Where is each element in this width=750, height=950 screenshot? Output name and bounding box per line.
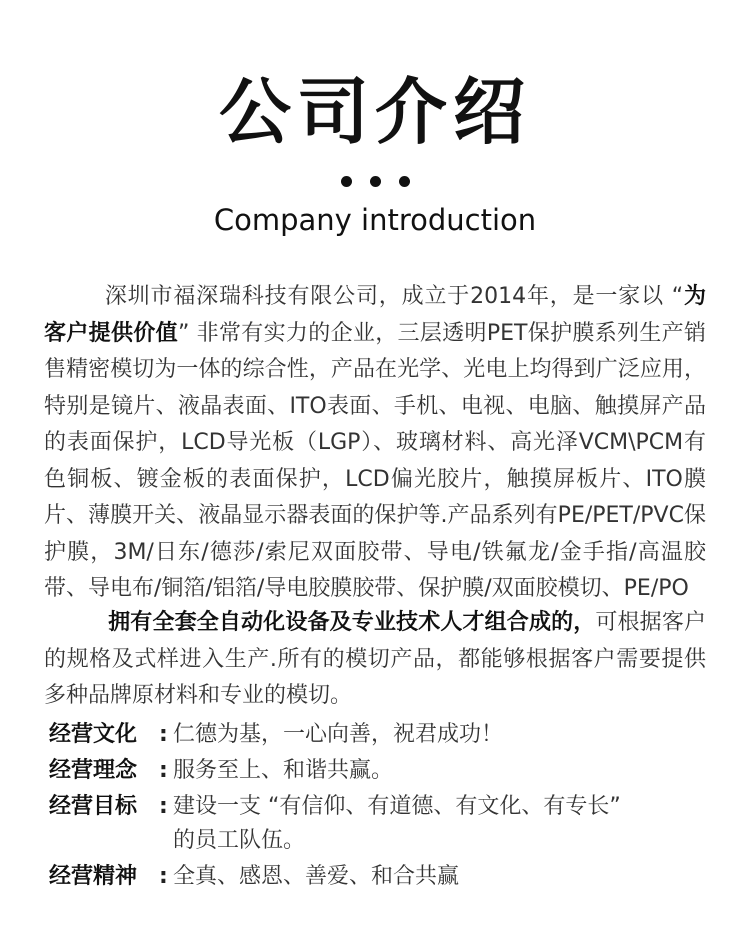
business-values: [49, 718, 709, 896]
value-text: 仁德为基，一心向善，祝君成功！: [173, 722, 504, 747]
value-label: 经营目标: [49, 794, 138, 819]
capability-text: 可根据客户的规格及式样进入生产.所有的模切产品，都能够根据客户需要提供多种品牌原材料和专业的模切。: [44, 610, 706, 708]
value-label: [49, 824, 159, 858]
value-text: 建设一支 “有信仰、有道德、有文化、有专长”: [173, 794, 621, 819]
dot-icon: [370, 176, 381, 187]
value-colon: :: [159, 758, 168, 783]
value-colon: :: [159, 864, 168, 889]
page-subtitle: Company introduction: [213, 203, 537, 237]
capability-highlight: 拥有全套全自动化设备及专业技术人才组合成的，: [108, 610, 596, 635]
value-colon: [159, 824, 173, 858]
intro-highlight: 为客户提供价值: [44, 284, 706, 346]
value-label: 经营精神: [49, 864, 138, 889]
value-text: 全真、感恩、善爱、和合共赢: [173, 864, 460, 889]
value-text: 服务至上、和谐共赢。: [173, 758, 394, 783]
title-divider-dots: [0, 176, 750, 187]
dot-icon: [341, 176, 352, 187]
page-title: 公司介绍: [218, 70, 531, 154]
intro-text-b: ” 非常有实力的企业，三层透明PET保护膜系列生产销售精密模切为一体的综合性，产品在光学、光电上均得到广泛应用，特别是镜片、液晶表面、ITO表面、手机、电视、电脑、触摸屏产品的表面保护，LCD导光板（LGP）、玻璃材料、高光泽VCM\PCM有色铜板、镀金板的表面保护，LCD偏光胶片，触摸屏板片、ITO膜片、薄膜开关、液晶显示器表面的保护等.产品系列有PE/PET/PVC保护膜，3M/日东/德莎/索尼双面胶带、导电/铁氟龙/金手指/高温胶带、导电布/铜箔/铝箔/导电胶膜胶带、保护膜/双面胶模切、PE/PO: [44, 320, 706, 601]
intro-text-a: 深圳市福深瑞科技有限公司，成立于2014年，是一家以 “: [104, 284, 684, 309]
dot-icon: [399, 176, 410, 187]
value-colon: :: [159, 794, 168, 819]
value-row-goal: [49, 790, 709, 824]
value-row-culture: [49, 718, 709, 752]
value-text: 的员工队伍。: [173, 828, 306, 853]
value-row-goal-continued: [49, 824, 709, 858]
intro-paragraph-2: [44, 605, 706, 715]
value-row-philosophy: [49, 754, 709, 788]
value-colon: :: [159, 722, 168, 747]
value-label: 经营理念: [49, 758, 138, 783]
value-label: 经营文化: [49, 722, 138, 747]
intro-paragraph-1: [44, 279, 706, 608]
value-row-spirit: [49, 860, 709, 894]
